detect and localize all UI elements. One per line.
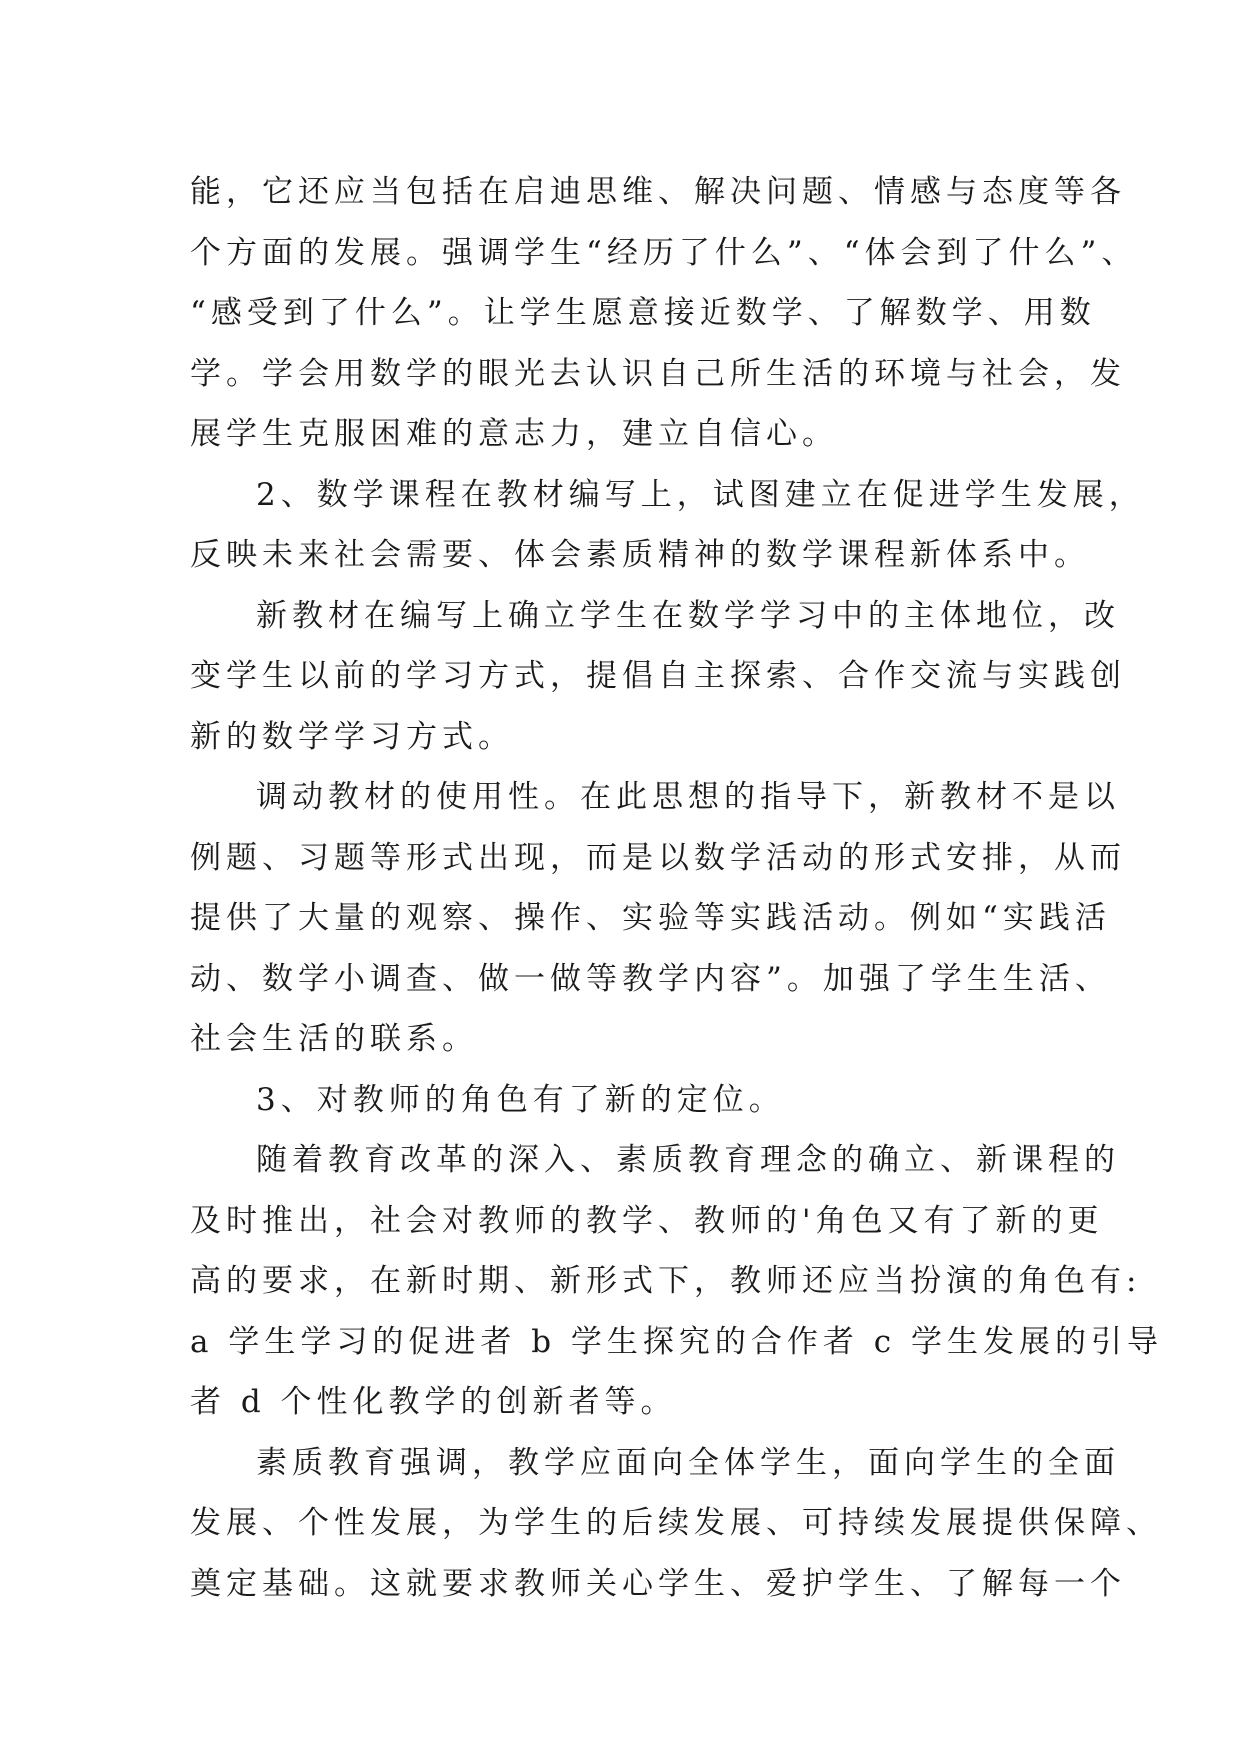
text-line: 提供了大量的观察、操作、实验等实践活动。例如“实践活	[190, 900, 1111, 936]
text-line: 动、数学小调查、做一做等教学内容”。加强了学生生活、	[190, 960, 1111, 997]
text-line: 新的数学学习方式。	[190, 718, 514, 755]
text-line: 反映未来社会需要、体会素质精神的数学课程新体系中。	[190, 537, 1090, 573]
paragraph-first-line: 素质教育强调，教学应面向全体学生，面向学生的全面	[256, 1444, 1120, 1481]
paragraph-first-line: 随着教育改革的深入、素质教育理念的确立、新课程的	[256, 1142, 1120, 1178]
text-line: 变学生以前的学习方式，提倡自主探索、合作交流与实践创	[190, 658, 1126, 694]
paragraph-first-line: 2、数学课程在教材编写上，试图建立在促进学生发展，	[256, 476, 1145, 513]
section-heading: 3、对教师的角色有了新的定位。	[256, 1081, 785, 1118]
text-line: 者 d 个性化教学的创新者等。	[190, 1384, 677, 1420]
text-line: 学。学会用数学的眼光去认识自己所生活的环境与社会，发	[190, 355, 1126, 392]
text-line: 个方面的发展。强调学生“经历了什么”、“体会到了什么”、	[190, 234, 1138, 271]
text-line: 高的要求，在新时期、新形式下，教师还应当扮演的角色有:	[190, 1263, 1142, 1299]
text-line: 奠定基础。这就要求教师关心学生、爱护学生、了解每一个	[190, 1565, 1126, 1602]
text-line: 能，它还应当包括在启迪思维、解决问题、情感与态度等各	[190, 174, 1126, 210]
text-line: 展学生克服困难的意志力，建立自信心。	[190, 416, 838, 452]
body-text	[190, 162, 1163, 1614]
text-line: “感受到了什么”。让学生愿意接近数学、了解数学、用数	[190, 295, 1096, 331]
text-line: 例题、习题等形式出现，而是以数学活动的形式安排，从而	[190, 839, 1126, 876]
text-line: 及时推出，社会对教师的教学、教师的'角色又有了新的更	[190, 1202, 1104, 1239]
text-line: 社会生活的联系。	[190, 1021, 478, 1057]
paragraph-first-line: 新教材在编写上确立学生在数学学习中的主体地位，改	[256, 597, 1120, 634]
text-line: 发展、个性发展，为学生的后续发展、可持续发展提供保障、	[190, 1505, 1162, 1541]
text-line: a 学生学习的促进者 b 学生探究的合作者 c 学生发展的引导	[190, 1323, 1163, 1360]
paragraph-first-line: 调动教材的使用性。在此思想的指导下，新教材不是以	[256, 779, 1120, 815]
